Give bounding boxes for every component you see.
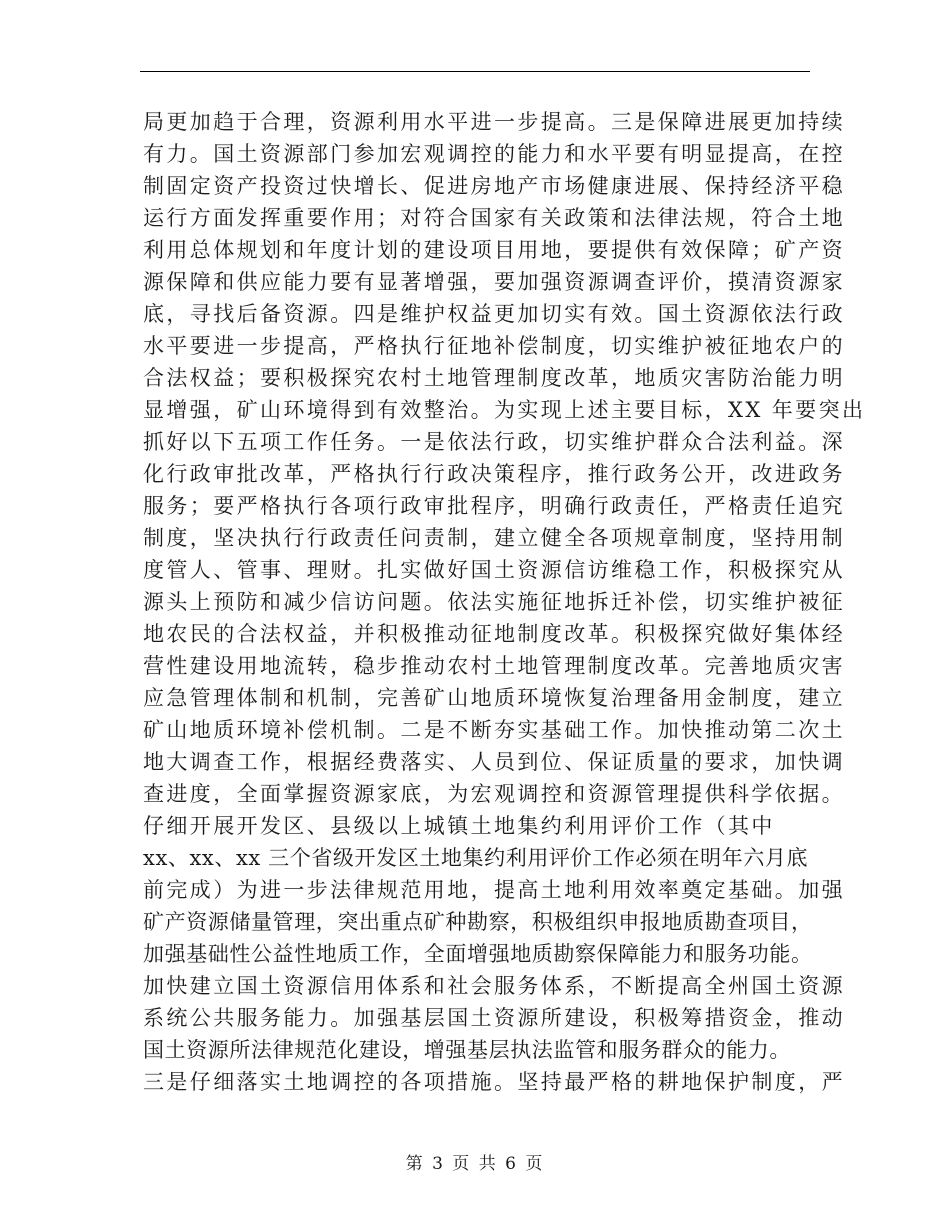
text-line: 前完成）为进一步法律规范用地，提高土地利用效率奠定基础。加强: [143, 878, 845, 902]
text-line: 底，寻找后备资源。四是维护权益更加切实有效。国土资源依法行政: [143, 302, 845, 326]
text-line: 矿产资源储量管理，突出重点矿种勘察，积极组织申报地质勘查项目，: [143, 910, 813, 934]
body-paragraph: [143, 106, 866, 1098]
text-line: xx、xx、xx 三个省级开发区土地集约利用评价工作必须在明年六月底: [143, 846, 809, 870]
text-line: 服务；要严格执行各项行政审批程序，明确行政责任，严格责任追究: [143, 494, 845, 518]
text-line: 加快建立国土资源信用体系和社会服务体系，不断提高全州国土资源: [143, 974, 845, 998]
text-line: 仔细开展开发区、县级以上城镇土地集约利用评价工作（其中: [143, 814, 775, 838]
text-line: 地农民的合法权益，并积极推动征地制度改革。积极探究做好集体经: [143, 622, 845, 646]
text-line: 矿山地质环境补偿机制。二是不断夯实基础工作。加快推动第二次土: [143, 718, 845, 742]
text-line: 利用总体规划和年度计划的建设项目用地，要提供有效保障；矿产资: [143, 238, 845, 262]
text-line: 源保障和供应能力要有显著增强，要加强资源调查评价，摸清资源家: [143, 270, 845, 294]
text-line: 合法权益；要积极探究农村土地管理制度改革，地质灾害防治能力明: [143, 366, 845, 390]
header-rule: [140, 71, 810, 72]
text-line: 水平要进一步提高，严格执行征地补偿制度，切实维护被征地农户的: [143, 334, 845, 358]
text-line: 国土资源所法律规范化建设，增强基层执法监管和服务群众的能力。: [143, 1038, 791, 1062]
text-line: 营性建设用地流转，稳步推动农村土地管理制度改革。完善地质灾害: [143, 654, 845, 678]
text-line: 三是仔细落实土地调控的各项措施。坚持最严格的耕地保护制度，严: [143, 1070, 845, 1094]
page-number-footer: 第 3 页 共 6 页: [405, 1154, 545, 1174]
text-line: 抓好以下五项工作任务。一是依法行政，切实维护群众合法利益。深: [143, 430, 845, 454]
text-line: 制度，坚决执行行政责任问责制，建立健全各项规章制度，坚持用制: [143, 526, 845, 550]
text-line: 化行政审批改革，严格执行行政决策程序，推行政务公开，改进政务: [143, 462, 845, 486]
text-line: 局更加趋于合理，资源利用水平进一步提高。三是保障进展更加持续: [143, 110, 845, 134]
text-line: 度管人、管事、理财。扎实做好国土资源信访维稳工作，积极探究从: [143, 558, 845, 582]
text-line: 源头上预防和减少信访问题。依法实施征地拆迁补偿，切实维护被征: [143, 590, 845, 614]
text-line: 系统公共服务能力。加强基层国土资源所建设，积极筹措资金，推动: [143, 1006, 845, 1030]
text-line: 运行方面发挥重要作用；对符合国家有关政策和法律法规，符合土地: [143, 206, 845, 230]
text-line: 查进度，全面掌握资源家底，为宏观调控和资源管理提供科学依据。: [143, 782, 845, 806]
text-line: 地大调查工作，根据经费落实、人员到位、保证质量的要求，加快调: [143, 750, 845, 774]
text-line: 应急管理体制和机制，完善矿山地质环境恢复治理备用金制度，建立: [143, 686, 845, 710]
text-line: 有力。国土资源部门参加宏观调控的能力和水平要有明显提高，在控: [143, 142, 845, 166]
text-line: 显增强，矿山环境得到有效整治。为实现上述主要目标，XX 年要突出: [143, 398, 866, 422]
text-line: 制固定资产投资过快增长、促进房地产市场健康进展、保持经济平稳: [143, 174, 845, 198]
text-line: 加强基础性公益性地质工作，全面增强地质勘察保障能力和服务功能。: [143, 942, 813, 966]
